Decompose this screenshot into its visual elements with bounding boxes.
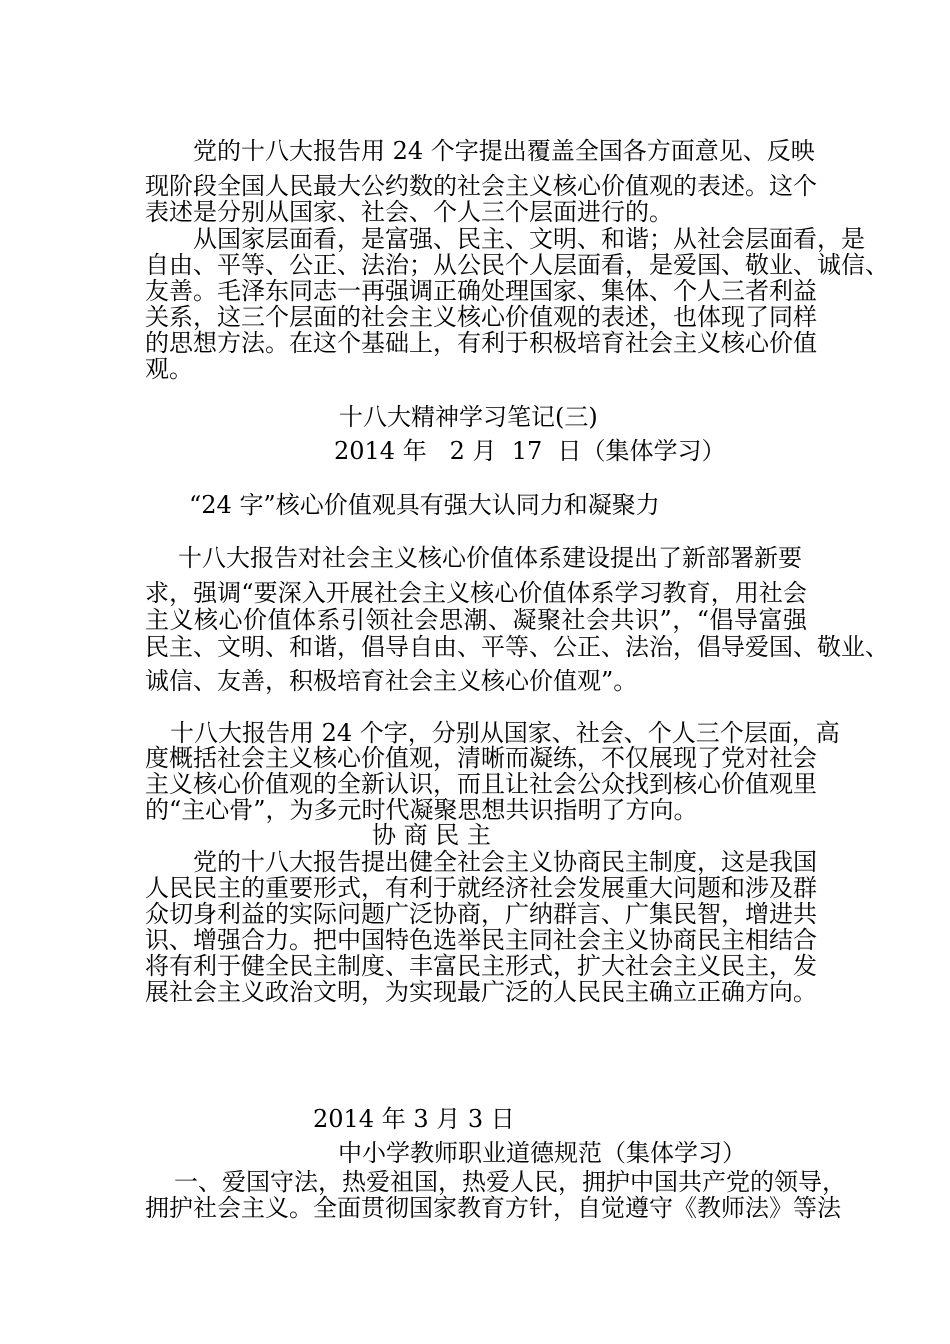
section-title: 中小学教师职业道德规范（集体学习） [338,1139,746,1167]
paragraph-line: 党的十八大报告提出健全社会主义协商民主制度，这是我国 [193,848,817,876]
section-subtitle: “24 字”核心价值观具有强大认同力和凝聚力 [189,491,660,519]
paragraph-line: 主义核心价值观的全新认识，而且让社会公众找到核心价值观里 [145,770,817,798]
paragraph-line: 求，强调“要深入开展社会主义核心价值体系学习教育，用社会 [145,579,807,607]
paragraph-line: 一、爱国守法，热爱祖国，热爱人民，拥护中国共产党的领导， [174,1168,846,1196]
paragraph-line: 诚信、友善，积极培育社会主义核心价值观”。 [145,667,638,695]
paragraph-line: 党的十八大报告用 24 个字提出覆盖全国各方面意见、反映 [193,137,815,165]
paragraph-line: 现阶段全国人民最大公约数的社会主义核心价值观的表述。这个 [145,172,817,200]
paragraph-line: 主义核心价值体系引领社会思潮、凝聚社会共识”，“倡导富强 [145,606,807,634]
paragraph-line: 友善。毛泽东同志一再强调正确处理国家、集体、个人三者利益 [145,277,817,305]
paragraph-line: 十八大报告对社会主义核心价值体系建设提出了新部署新要 [178,544,802,572]
paragraph-line: 关系，这三个层面的社会主义核心价值观的表述，也体现了同样 [145,303,817,331]
paragraph-line: 度概括社会主义核心价值观，清晰而凝练，不仅展现了党对社会 [145,744,817,772]
paragraph-line: 人民民主的重要形式，有利于就经济社会发展重大问题和涉及群 [145,874,817,902]
paragraph-line: 从国家层面看，是富强、民主、文明、和谐；从社会层面看，是 [193,225,865,253]
paragraph-line: 民主、文明、和谐，倡导自由、平等、公正、法治，倡导爱国、敬业、 [145,633,889,661]
paragraph-line: 展社会主义政治文明，为实现最广泛的人民民主确立正确方向。 [145,978,817,1006]
section-date: 2014 年 3 月 3 日 [313,1105,515,1133]
paragraph-line: 众切身利益的实际问题广泛协商，广纳群言、广集民智，增进共 [145,900,817,928]
paragraph-line: 表述是分别从国家、社会、个人三个层面进行的。 [145,198,673,226]
section-date: 2014 年 2 月 17 日（集体学习） [334,437,726,465]
paragraph-line: 识、增强合力。把中国特色选举民主同社会主义协商民主相结合 [145,926,817,954]
section-heading: 协 商 民 主 [372,821,491,849]
paragraph-line: 将有利于健全民主制度、丰富民主形式，扩大社会主义民主，发 [145,952,817,980]
paragraph-line: 十八大报告用 24 个字，分别从国家、社会、个人三个层面，高 [170,719,840,747]
section-title: 十八大精神学习笔记(三) [339,403,598,431]
paragraph-line: 观。 [145,355,193,383]
paragraph-line: 自由、平等、公正、法治；从公民个人层面看，是爱国、敬业、诚信、 [145,251,889,279]
paragraph-line: 的“主心骨”，为多元时代凝聚思想共识指明了方向。 [145,796,698,824]
paragraph-line: 拥护社会主义。全面贯彻国家教育方针，自觉遵守《教师法》等法 [145,1194,841,1222]
paragraph-line: 的思想方法。在这个基础上，有利于积极培育社会主义核心价值 [145,329,817,357]
